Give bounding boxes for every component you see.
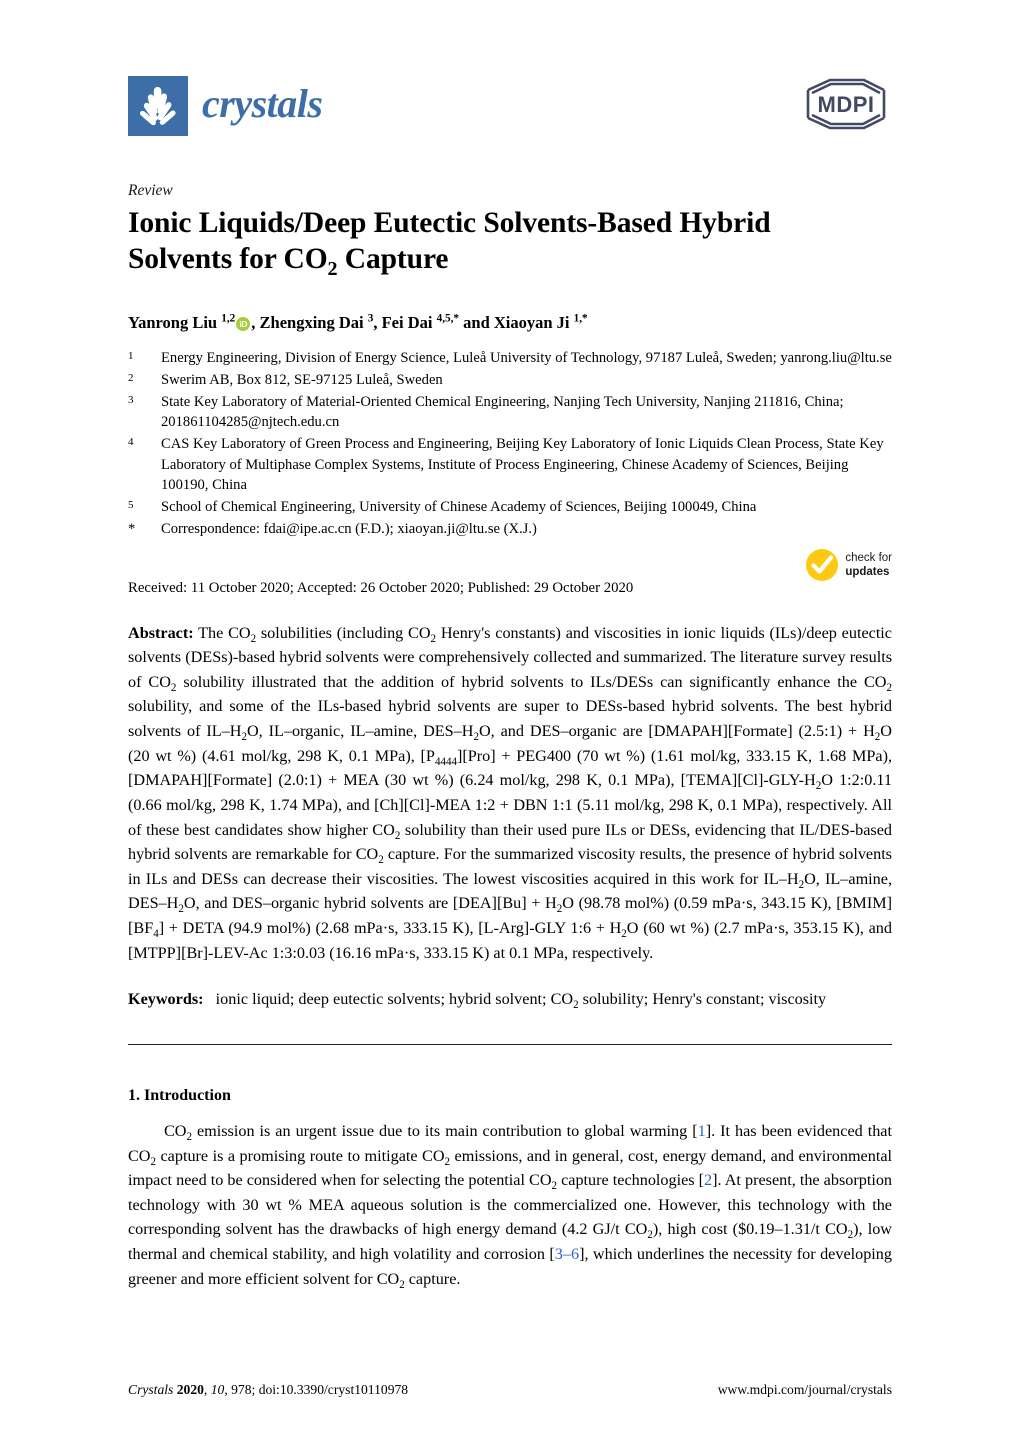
affiliation-text: State Key Laboratory of Material-Oriented Chemical Engineering, Nanjing Tech University, Nanjing 211816, China; 201861104285@njtech.edu.cn	[161, 393, 844, 431]
affiliation-text: CAS Key Laboratory of Green Process and Engineering, Beijing Key Laboratory of Ionic Liquids Clean Process, State Key Laboratory of Multiphase Complex Systems, Institute of Process Engineering, Chinese Academy of Sciences, Beijing 100190, China	[161, 435, 884, 494]
introduction-paragraph: $CO_2$ emission is an urgent issue due to its main contribution to global warming [1]. It has been evidenced that $CO_2$ capture is a promising route to mitigate $CO_2$ emissions, and in general, cost, energy demand, and environmental impact need to be considered when for selecting the potential $CO_2$ capture technologies [2]. At present, the absorption technology with 30 wt % MEA aqueous solution is the commercialized one. However, this technology with the corresponding solvent has the drawbacks of high energy demand (4.2 GJ/t $CO_2$), high cost ($0.19–1.31/t $CO_2$), low thermal and chemical stability, and high volatility and corrosion [3–6], which underlines the necessity for developing greener and more efficient solvent for $CO_2$ capture.	[128, 1121, 893, 1291]
footer-doi[interactable]: doi:10.3390/cryst10110978	[258, 1382, 409, 1397]
correspondence-marker: *	[128, 520, 136, 537]
affiliation-marker: 4	[128, 435, 134, 448]
abstract-label: Abstract:	[128, 623, 194, 642]
affiliation-item	[128, 392, 892, 433]
correspondence-text: Correspondence: fdai@ipe.ac.cn (F.D.); xiaoyan.ji@ltu.se (X.J.)	[161, 520, 537, 537]
svg-text:MDPI: MDPI	[817, 92, 875, 117]
author-list	[128, 311, 892, 334]
page-title	[128, 206, 892, 278]
masthead	[128, 0, 892, 164]
affiliation-marker: 5	[128, 499, 134, 512]
keywords-text: ionic liquid; deep eutectic solvents; hybrid solvent; $CO_2$ solubility; Henry's constant; viscosity	[207, 990, 827, 1012]
section-heading-introduction: 1. Introduction	[128, 1086, 231, 1104]
keywords-block	[128, 987, 892, 1012]
affiliation-marker: 1	[128, 350, 134, 363]
crystal-cluster-icon	[128, 76, 188, 136]
footer-year: 2020	[176, 1382, 204, 1397]
affiliation-text: School of Chemical Engineering, University of Chinese Academy of Sciences, Beijing 100049, China	[161, 499, 757, 516]
journal-name: crystals	[202, 81, 323, 126]
citation-link[interactable]: 2	[704, 1171, 713, 1190]
author-3-affil-marks: 4,5,*	[436, 312, 460, 325]
keywords-label: Keywords:	[128, 990, 204, 1009]
citation-link[interactable]: 1	[697, 1121, 706, 1140]
orcid-icon[interactable]: iD	[236, 317, 250, 331]
abstract-text: The $CO_2$ solubilities (including $CO_2$ Henry's constants) and viscosities in ionic liquids (ILs)/deep eutectic solvents (DESs)-based hybrid solvents were comprehensively collected and summarized. The literature survey results of $CO_2$ solubility illustrated that the addition of hybrid solvents to ILs/DESs can significantly enhance the $CO_2$ solubility, and some of the ILs-based hybrid solvents are super to DESs-based hybrid solvents. The best hybrid solvents of $IL-H_2O$, IL–organic, IL–amine, DES–$H_2O$, and DES–organic are [DMAPAH][Formate] (2.5:1) + $H_2O$ (20 wt %) (4.61 mol/kg, 298 K, 0.1 MPa), $[P_{4444}][Pro] + PEG400$ (70 wt %) (1.61 mol/kg, 333.15 K, 1.68 MPa), [DMAPAH][Formate] (2.0:1) + MEA (30 wt %) (6.24 mol/kg, 298 K, 0.1 MPa), $[TEMA][Cl]-GLY-H_2O$ 1:2:0.11 (0.66 mol/kg, 298 K, 1.74 MPa), and [Ch][Cl]-MEA 1:2 + DBN 1:1 (5.11 mol/kg, 298 K, 0.1 MPa), respectively. All of these best candidates show higher $CO_2$ solubility than their used pure ILs or DESs, evidencing that IL/DES-based hybrid solvents are remarkable for $CO_2$ capture. For the summarized viscosity results, the presence of hybrid solvents in ILs and DESs can decrease their viscosities. The lowest viscosities acquired in this work for $IL-H_2O$, IL–amine, DES–$H_2O$, and DES–organic hybrid solvents are $[DEA][Bu] + H_2O$ (98.78 mol%) (0.59 mPa·s, 343.15 K), $[BMIM][BF_4]$ + DETA (94.9 mol%) (2.68 mPa·s, 333.15 K), [L-Arg]-GLY 1:6 + $H_2O$ (60 wt %) (2.7 mPa·s, 353.15 K), and [MTPP][Br]-LEV-Ac 1:3:0.03 (16.16 mPa·s, 333.15 K) at 0.1 MPa, respectively.	[128, 623, 893, 962]
title-line-2-pre: Solvents for CO	[128, 242, 328, 275]
journal-brand[interactable]	[128, 76, 322, 136]
affiliation-text: Energy Engineering, Division of Energy Science, Luleå University of Technology, 97187 Luleå, Sweden; yanrong.liu@ltu.se	[161, 350, 892, 367]
author-3-name: , Fei Dai	[373, 312, 437, 332]
yellow-checkmark-icon	[805, 548, 839, 582]
title-line-2-post: Capture	[337, 242, 449, 275]
author-1-name: Yanrong Liu	[128, 312, 222, 332]
page-footer	[128, 1382, 892, 1398]
title-line-1: Ionic Liquids/Deep Eutectic Solvents-Based Hybrid	[128, 207, 771, 239]
affiliation-text: Swerim AB, Box 812, SE-97125 Luleå, Sweden	[161, 371, 443, 388]
affiliation-item	[128, 348, 892, 369]
check-for-updates-label	[845, 551, 892, 579]
publication-history-row	[128, 551, 892, 597]
abstract-block	[128, 621, 892, 966]
citation-link[interactable]: 3–6	[554, 1245, 580, 1264]
author-4-affil-marks: 1,*	[573, 312, 588, 325]
publication-dates: Received: 11 October 2020; Accepted: 26 October 2020; Published: 29 October 2020	[128, 579, 634, 596]
check-for-updates-badge[interactable]	[805, 548, 892, 582]
footer-url[interactable]: www.mdpi.com/journal/crystals	[717, 1382, 892, 1397]
footer-volume: 10	[210, 1382, 225, 1397]
section-divider	[128, 1044, 892, 1045]
check-for-updates-line2: updates	[845, 565, 890, 578]
mdpi-logo[interactable]	[800, 76, 892, 132]
affiliation-marker: 2	[128, 371, 134, 384]
affiliation-marker: 3	[128, 393, 134, 406]
correspondence-item	[128, 519, 892, 540]
article-type-label: Review	[128, 182, 173, 199]
footer-journal: Crystals	[128, 1382, 174, 1397]
author-2-name: , Zhengxing Dai	[251, 312, 368, 332]
title-subscript: 2	[327, 257, 338, 280]
affiliation-item	[128, 370, 892, 391]
affiliation-item	[128, 434, 892, 496]
footer-citation: Crystals 2020, 10, 978; doi:10.3390/cryst10110978	[128, 1382, 409, 1397]
affiliation-item	[128, 497, 892, 518]
author-1-affil-marks: 1,2	[221, 312, 236, 325]
footer-article-number: 978	[231, 1382, 252, 1397]
author-2-affil-marks: 3	[367, 312, 374, 325]
author-4-name: and Xiaoyan Ji	[459, 312, 574, 332]
affiliations-list	[128, 348, 892, 539]
check-for-updates-line1: check for	[845, 551, 892, 564]
